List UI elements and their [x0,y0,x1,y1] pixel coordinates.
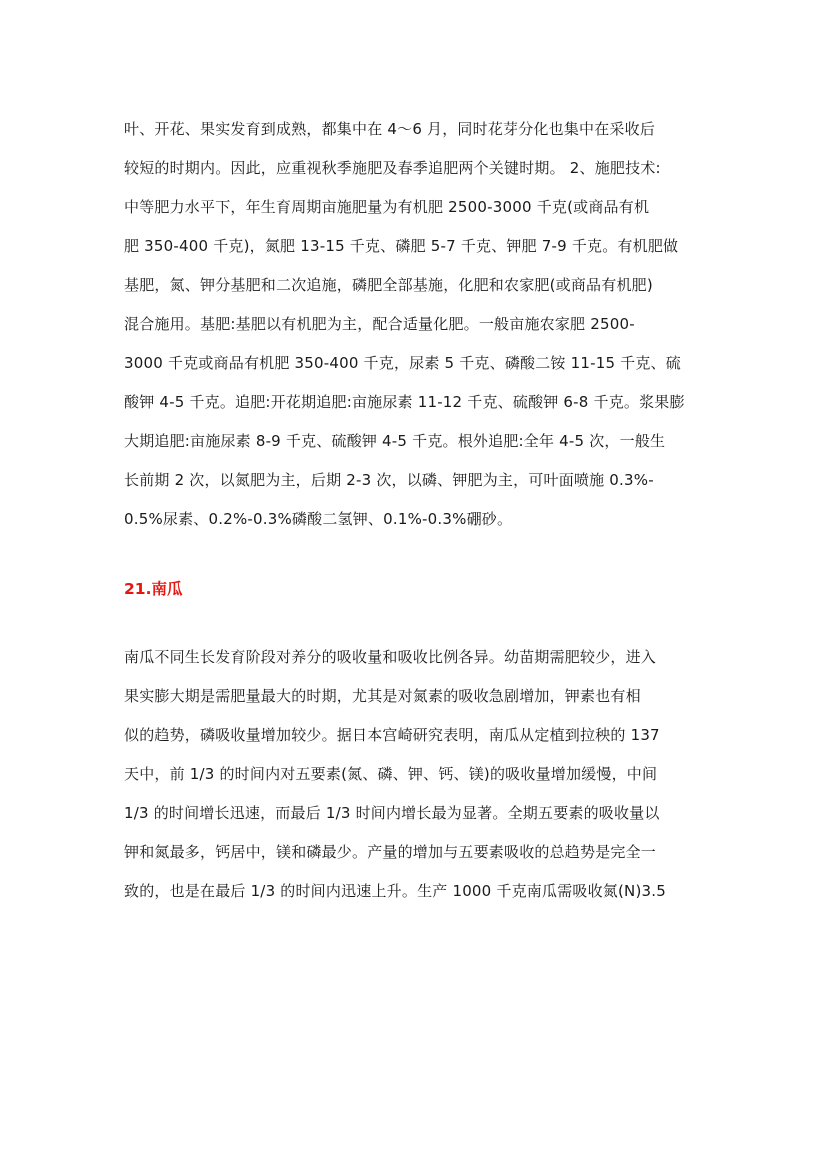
text-line: 1/3 的时间增长迅速，而最后 1/3 时间内增长最为显著。全期五要素的吸收量以 [124,804,660,822]
paragraph-fertilization-technique [124,110,709,539]
text-line: 致的，也是在最后 1/3 的时间内迅速上升。生产 1000 千克南瓜需吸收氮(N)3.5 [124,882,666,900]
text-line: 长前期 2 次，以氮肥为主，后期 2-3 次，以磷、钾肥为主，可叶面喷施 0.3%- [124,471,654,489]
document-body [124,110,709,911]
text-line: 肥 350-400 千克)，氮肥 13-15 千克、磷肥 5-7 千克、钾肥 7-9 千克。有机肥做 [124,237,679,255]
text-line: 较短的时期内。因此，应重视秋季施肥及春季追肥两个关键时期。 2、施肥技术: [124,159,661,177]
text-line: 混合施用。基肥:基肥以有机肥为主，配合适量化肥。一般亩施农家肥 2500- [124,315,635,333]
text-line: 叶、开花、果实发育到成熟，都集中在 4～6 月，同时花芽分化也集中在采收后 [124,120,656,138]
text-line: 3000 千克或商品有机肥 350-400 千克，尿素 5 千克、磷酸二铵 11-15 千克、硫 [124,354,681,372]
text-line: 似的趋势，磷吸收量增加较少。据日本宫崎研究表明，南瓜从定植到拉秧的 137 [124,726,660,744]
text-line: 大期追肥:亩施尿素 8-9 千克、硫酸钾 4-5 千克。根外追肥:全年 4-5 次，一般生 [124,432,666,450]
text-line: 0.5%尿素、0.2%-0.3%磷酸二氢钾、0.1%-0.3%硼砂。 [124,510,513,528]
paragraph-pumpkin [124,638,709,911]
text-line: 天中，前 1/3 的时间内对五要素(氮、磷、钾、钙、镁)的吸收量增加缓慢，中间 [124,765,658,783]
text-line: 酸钾 4-5 千克。追肥:开花期追肥:亩施尿素 11-12 千克、硫酸钾 6-8 千克。浆果膨 [124,393,685,411]
section-heading: 21.南瓜 [124,580,183,598]
text-line: 基肥，氮、钾分基肥和二次追施，磷肥全部基施，化肥和农家肥(或商品有机肥) [124,276,653,294]
text-line: 南瓜不同生长发育阶段对养分的吸收量和吸收比例各异。幼苗期需肥较少，进入 [124,648,657,666]
text-line: 中等肥力水平下，年生育周期亩施肥量为有机肥 2500-3000 千克(或商品有机 [124,198,650,216]
text-line: 果实膨大期是需肥量最大的时期，尤其是对氮素的吸收急剧增加，钾素也有相 [124,687,641,705]
text-line: 钾和氮最多，钙居中，镁和磷最少。产量的增加与五要素吸收的总趋势是完全一 [124,843,657,861]
